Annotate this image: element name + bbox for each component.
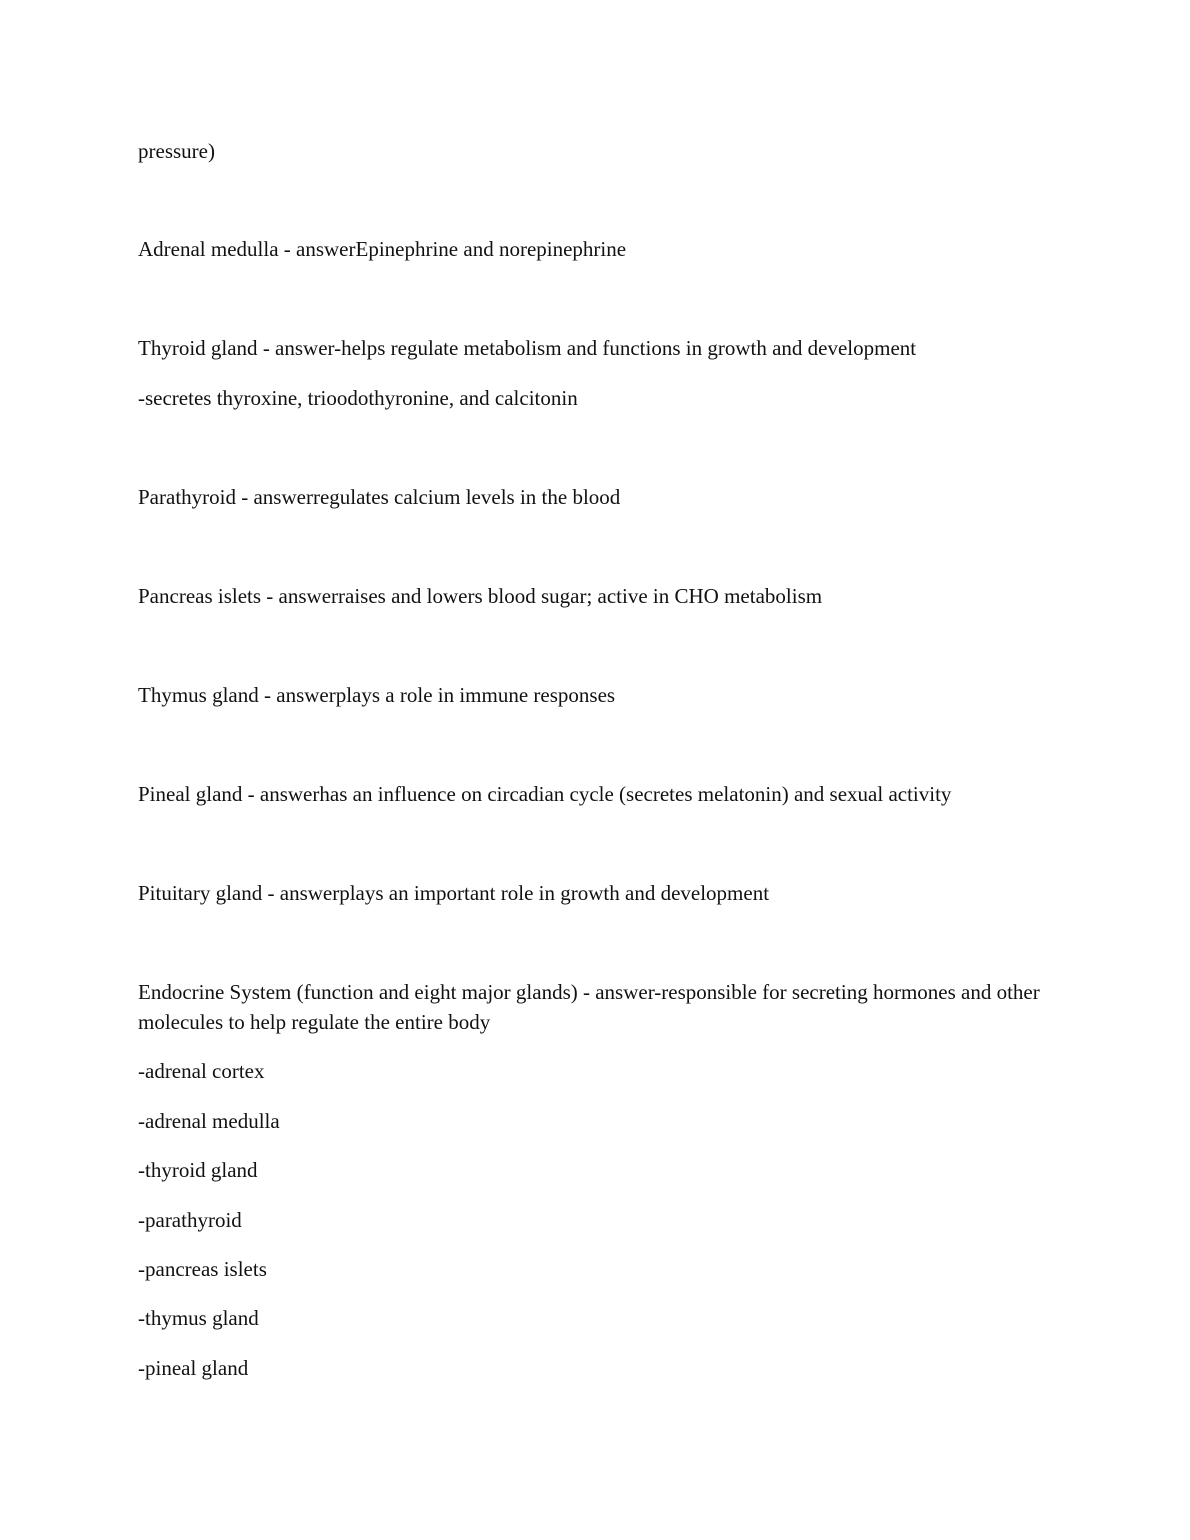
entry-term: Thyroid gland — [138, 336, 258, 360]
entry-term: Pituitary gland — [138, 881, 263, 905]
entry-separator: - answer — [261, 584, 339, 608]
entry-answer: -responsible for secreting hormones and other molecules to help regulate the entire body — [138, 980, 1040, 1034]
entry-term: Endocrine System (function and eight major glands) — [138, 980, 578, 1004]
entry-adrenal-medulla — [138, 234, 1058, 264]
entry-term: Parathyroid — [138, 485, 236, 509]
gland-list-item: -adrenal medulla — [138, 1109, 280, 1133]
entry-pancreas-islets — [138, 581, 1058, 611]
entry-separator: - answer — [235, 485, 313, 509]
continuation-text: pressure) — [138, 139, 215, 163]
entry-answer: plays an important role in growth and development — [339, 881, 770, 905]
entry-endocrine-system — [138, 977, 1058, 1037]
gland-list-item: -thymus gland — [138, 1306, 259, 1330]
gland-list-item: -parathyroid — [138, 1208, 242, 1232]
entry-separator: - answer — [577, 980, 655, 1004]
entry-thymus-gland — [138, 680, 1058, 710]
entry-parathyroid — [138, 482, 1058, 512]
entry-answer: regulates calcium levels in the blood — [312, 485, 621, 509]
gland-list-item: -pancreas islets — [138, 1257, 267, 1281]
entry-separator: - answer — [242, 782, 320, 806]
entry-answer: Epinephrine and norepinephrine — [355, 237, 627, 261]
entry-thyroid-extra: -secretes thyroxine, trioodothyronine, and calcitonin — [138, 386, 578, 410]
entry-term: Adrenal medulla — [138, 237, 279, 261]
gland-list-item: -adrenal cortex — [138, 1059, 265, 1083]
entry-answer: raises and lowers blood sugar; active in CHO metabolism — [338, 584, 823, 608]
entry-separator: - answer — [262, 881, 340, 905]
gland-list-item: -thyroid gland — [138, 1158, 258, 1182]
entry-separator: - answer — [278, 237, 356, 261]
entry-pineal-gland — [138, 779, 1058, 809]
entry-term: Pancreas islets — [138, 584, 262, 608]
entry-answer: has an influence on circadian cycle (secretes melatonin) and sexual activity — [319, 782, 952, 806]
entry-answer: -helps regulate metabolism and functions in growth and development — [334, 336, 917, 360]
entry-term: Pineal gland — [138, 782, 243, 806]
entry-pituitary-gland — [138, 878, 1058, 908]
entry-separator: - answer — [258, 683, 336, 707]
entry-thyroid-gland — [138, 333, 1058, 363]
entry-term: Thymus gland — [138, 683, 259, 707]
entry-separator: - answer — [257, 336, 335, 360]
entry-answer: plays a role in immune responses — [335, 683, 616, 707]
gland-list-item: -pineal gland — [138, 1356, 249, 1380]
